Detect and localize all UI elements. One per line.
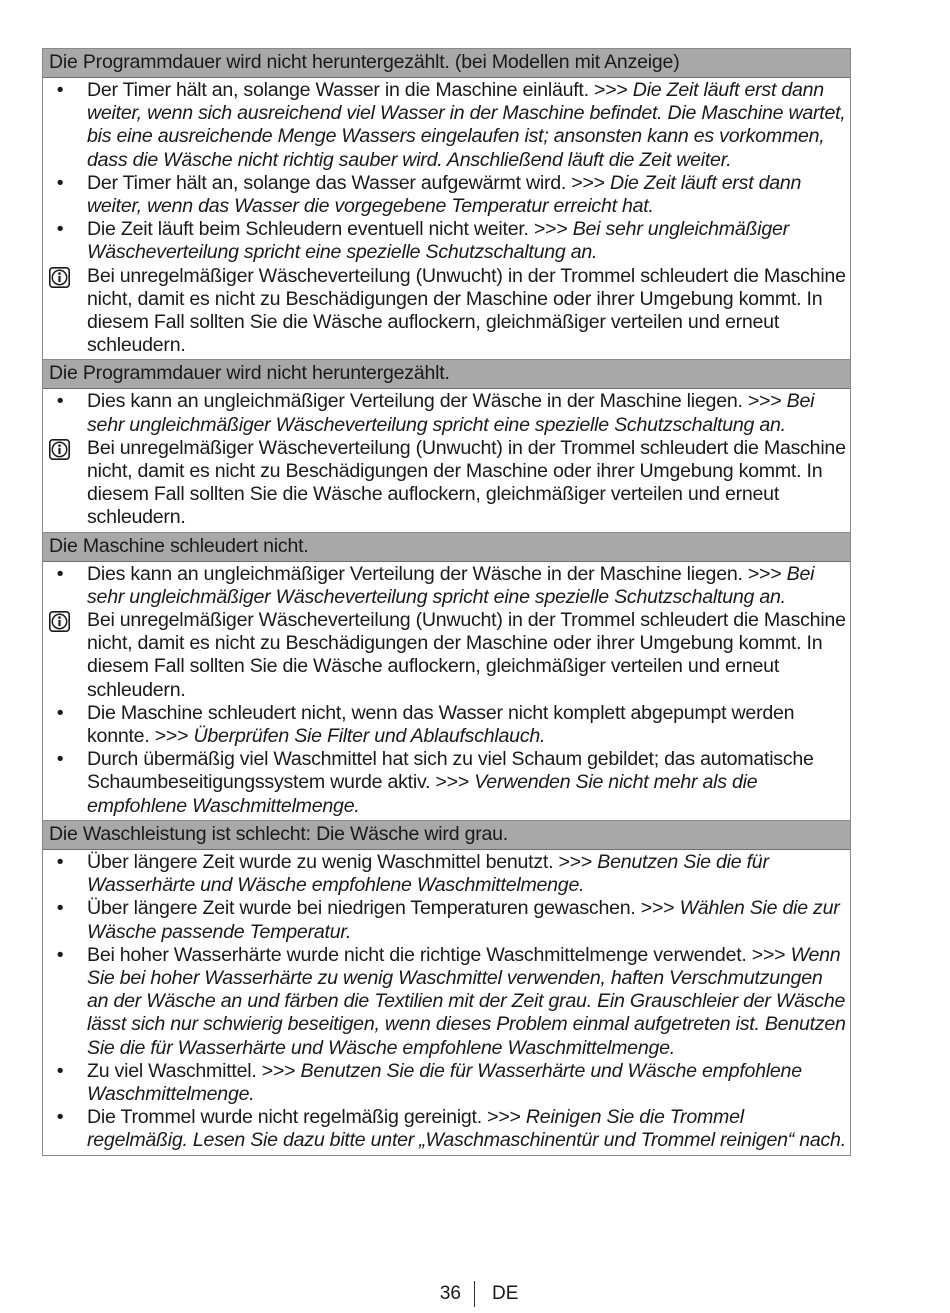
bullet-marker: •: [56, 171, 64, 194]
bullet-item: [43, 79, 850, 172]
info-icon: [49, 267, 70, 288]
info-note: [43, 437, 850, 530]
item-text: Die Trommel wurde nicht regelmäßig gereinigt. >>>: [87, 1106, 526, 1129]
troubleshooting-table: [42, 48, 851, 1156]
item-text: Bei hoher Wasserhärte wurde nicht die richtige Waschmittelmenge verwendet. >>>: [87, 943, 791, 966]
bullet-marker: •: [56, 562, 64, 585]
section-header: Die Programmdauer wird nicht heruntergezählt.: [43, 360, 850, 389]
item-text: Über längere Zeit wurde bei niedrigen Temperaturen gewaschen. >>>: [87, 897, 680, 920]
item-remedy-text: Überprüfen Sie Filter und Ablaufschlauch.: [193, 725, 546, 748]
info-note: [43, 609, 850, 702]
item-text: Der Timer hält an, solange das Wasser aufgewärmt wird. >>>: [87, 171, 611, 194]
section-body: [43, 562, 850, 821]
info-note: [43, 265, 850, 358]
item-remedy-text: Bei sehr ungleichmäßiger Wäscheverteilung spricht eine spezielle Schutzschaltung an.: [87, 218, 789, 264]
item-remedy-text: Reinigen Sie die Trommel regelmäßig. Lesen Sie dazu bitte unter „Waschmaschinentür und Trommel reinigen“ nach.: [87, 1106, 846, 1152]
section-header: Die Waschleistung ist schlecht: Die Wäsche wird grau.: [43, 821, 850, 850]
bullet-item: [43, 1106, 850, 1152]
item-remedy-text: Wählen Sie die zur Wäsche passende Temperatur.: [87, 897, 840, 943]
item-text: Bei unregelmäßiger Wäscheverteilung (Unwucht) in der Trommel schleudert die Maschine nicht, damit es nicht zu Beschädigungen der Maschine oder ihrer Umgebung kommt. In diesem Fall sollten Sie die Wäsche auflockern, gleichmäßiger verteilen und erneut schleudern.: [87, 609, 846, 701]
bullet-item: [43, 390, 850, 436]
item-remedy-text: Die Zeit läuft erst dann weiter, wenn das Wasser die vorgegebene Temperatur erreicht hat.: [87, 171, 802, 218]
item-text: Dies kann an ungleichmäßiger Verteilung der Wäsche in der Maschine liegen. >>>: [87, 562, 787, 585]
footer-separator: [474, 1281, 475, 1307]
bullet-item: [43, 702, 850, 748]
section-header: Die Maschine schleudert nicht.: [43, 533, 850, 562]
section-body: [43, 850, 850, 1155]
item-remedy-text: Die Zeit läuft erst dann weiter, wenn sich ausreichend viel Wasser in der Maschine befindet. Die Maschine wartet, bis eine ausreichende Menge Wassers eingelaufen ist; ansonsten kann es vorkommen, dass die Wäsche nicht richtig sauber wird. Anschließend läuft die Zeit weiter.: [87, 79, 846, 171]
item-text: Bei unregelmäßiger Wäscheverteilung (Unwucht) in der Trommel schleudert die Maschine nicht, damit es nicht zu Beschädigungen der Maschine oder ihrer Umgebung kommt. In diesem Fall sollten Sie die Wäsche auflockern, gleichmäßiger verteilen und erneut schleudern.: [87, 436, 846, 529]
section-body: [43, 78, 850, 360]
item-remedy-text: Bei sehr ungleichmäßiger Wäscheverteilung spricht eine spezielle Schutzschaltung an.: [87, 390, 815, 436]
item-remedy-text: Wenn Sie bei hoher Wasserhärte zu wenig Waschmittel verwenden, haften Verschmutzungen an der Wäsche an und färben die Textilien mit der Zeit grau. Ein Grauschleier der Wäsche lässt sich nur schwierig beseitigen, wenn dieses Problem einmal aufgetreten ist. Benutzen Sie die für Wasserhärte und Wäsche empfohlene Waschmittelmenge.: [87, 943, 846, 1059]
item-text: Über längere Zeit wurde zu wenig Waschmittel benutzt. >>>: [87, 850, 598, 873]
item-remedy-text: Verwenden Sie nicht mehr als die empfohlene Waschmittelmenge.: [87, 771, 758, 817]
bullet-marker: •: [56, 943, 64, 966]
item-text: Die Zeit läuft beim Schleudern eventuell nicht weiter. >>>: [87, 218, 573, 241]
section-body: [43, 389, 850, 532]
page-footer: [0, 1281, 950, 1309]
bullet-marker: •: [56, 79, 64, 101]
bullet-item: [43, 897, 850, 943]
item-remedy-text: Benutzen Sie die für Wasserhärte und Wäsche empfohlene Waschmittelmenge.: [87, 1059, 802, 1105]
info-icon: [49, 439, 70, 460]
bullet-marker: •: [56, 390, 64, 413]
bullet-item: [43, 563, 850, 609]
bullet-marker: •: [56, 218, 64, 241]
item-text: Durch übermäßig viel Waschmittel hat sich zu viel Schaum gebildet; das automatische Schaumbeseitigungssystem wurde aktiv. >>>: [87, 748, 814, 794]
bullet-marker: •: [56, 1059, 64, 1082]
item-text: Zu viel Waschmittel. >>>: [87, 1059, 301, 1082]
item-text: Bei unregelmäßiger Wäscheverteilung (Unwucht) in der Trommel schleudert die Maschine nicht, damit es nicht zu Beschädigungen der Maschine oder ihrer Umgebung kommt. In diesem Fall sollten Sie die Wäsche auflockern, gleichmäßiger verteilen und erneut schleudern.: [87, 264, 846, 357]
bullet-item: [43, 218, 850, 264]
bullet-marker: •: [56, 701, 64, 724]
info-icon: [49, 611, 70, 632]
item-text: Der Timer hält an, solange Wasser in die Maschine einläuft. >>>: [87, 79, 633, 101]
section-header: Die Programmdauer wird nicht heruntergezählt. (bei Modellen mit Anzeige): [43, 49, 850, 78]
item-text: Dies kann an ungleichmäßiger Verteilung der Wäsche in der Maschine liegen. >>>: [87, 390, 787, 413]
bullet-item: [43, 172, 850, 218]
language-code: DE: [492, 1283, 519, 1304]
bullet-marker: •: [56, 748, 64, 771]
item-text: Die Maschine schleudert nicht, wenn das Wasser nicht komplett abgepumpt werden konnte. >>>: [87, 701, 795, 748]
bullet-marker: •: [56, 1106, 64, 1129]
page-number: 36: [439, 1283, 461, 1304]
bullet-marker: •: [56, 897, 64, 920]
bullet-item: [43, 851, 850, 897]
item-remedy-text: Bei sehr ungleichmäßiger Wäscheverteilung spricht eine spezielle Schutzschaltung an.: [87, 562, 815, 608]
bullet-item: [43, 1060, 850, 1106]
item-remedy-text: Benutzen Sie die für Wasserhärte und Wäsche empfohlene Waschmittelmenge.: [87, 850, 769, 897]
bullet-marker: •: [56, 850, 64, 873]
bullet-item: [43, 748, 850, 818]
bullet-item: [43, 944, 850, 1060]
